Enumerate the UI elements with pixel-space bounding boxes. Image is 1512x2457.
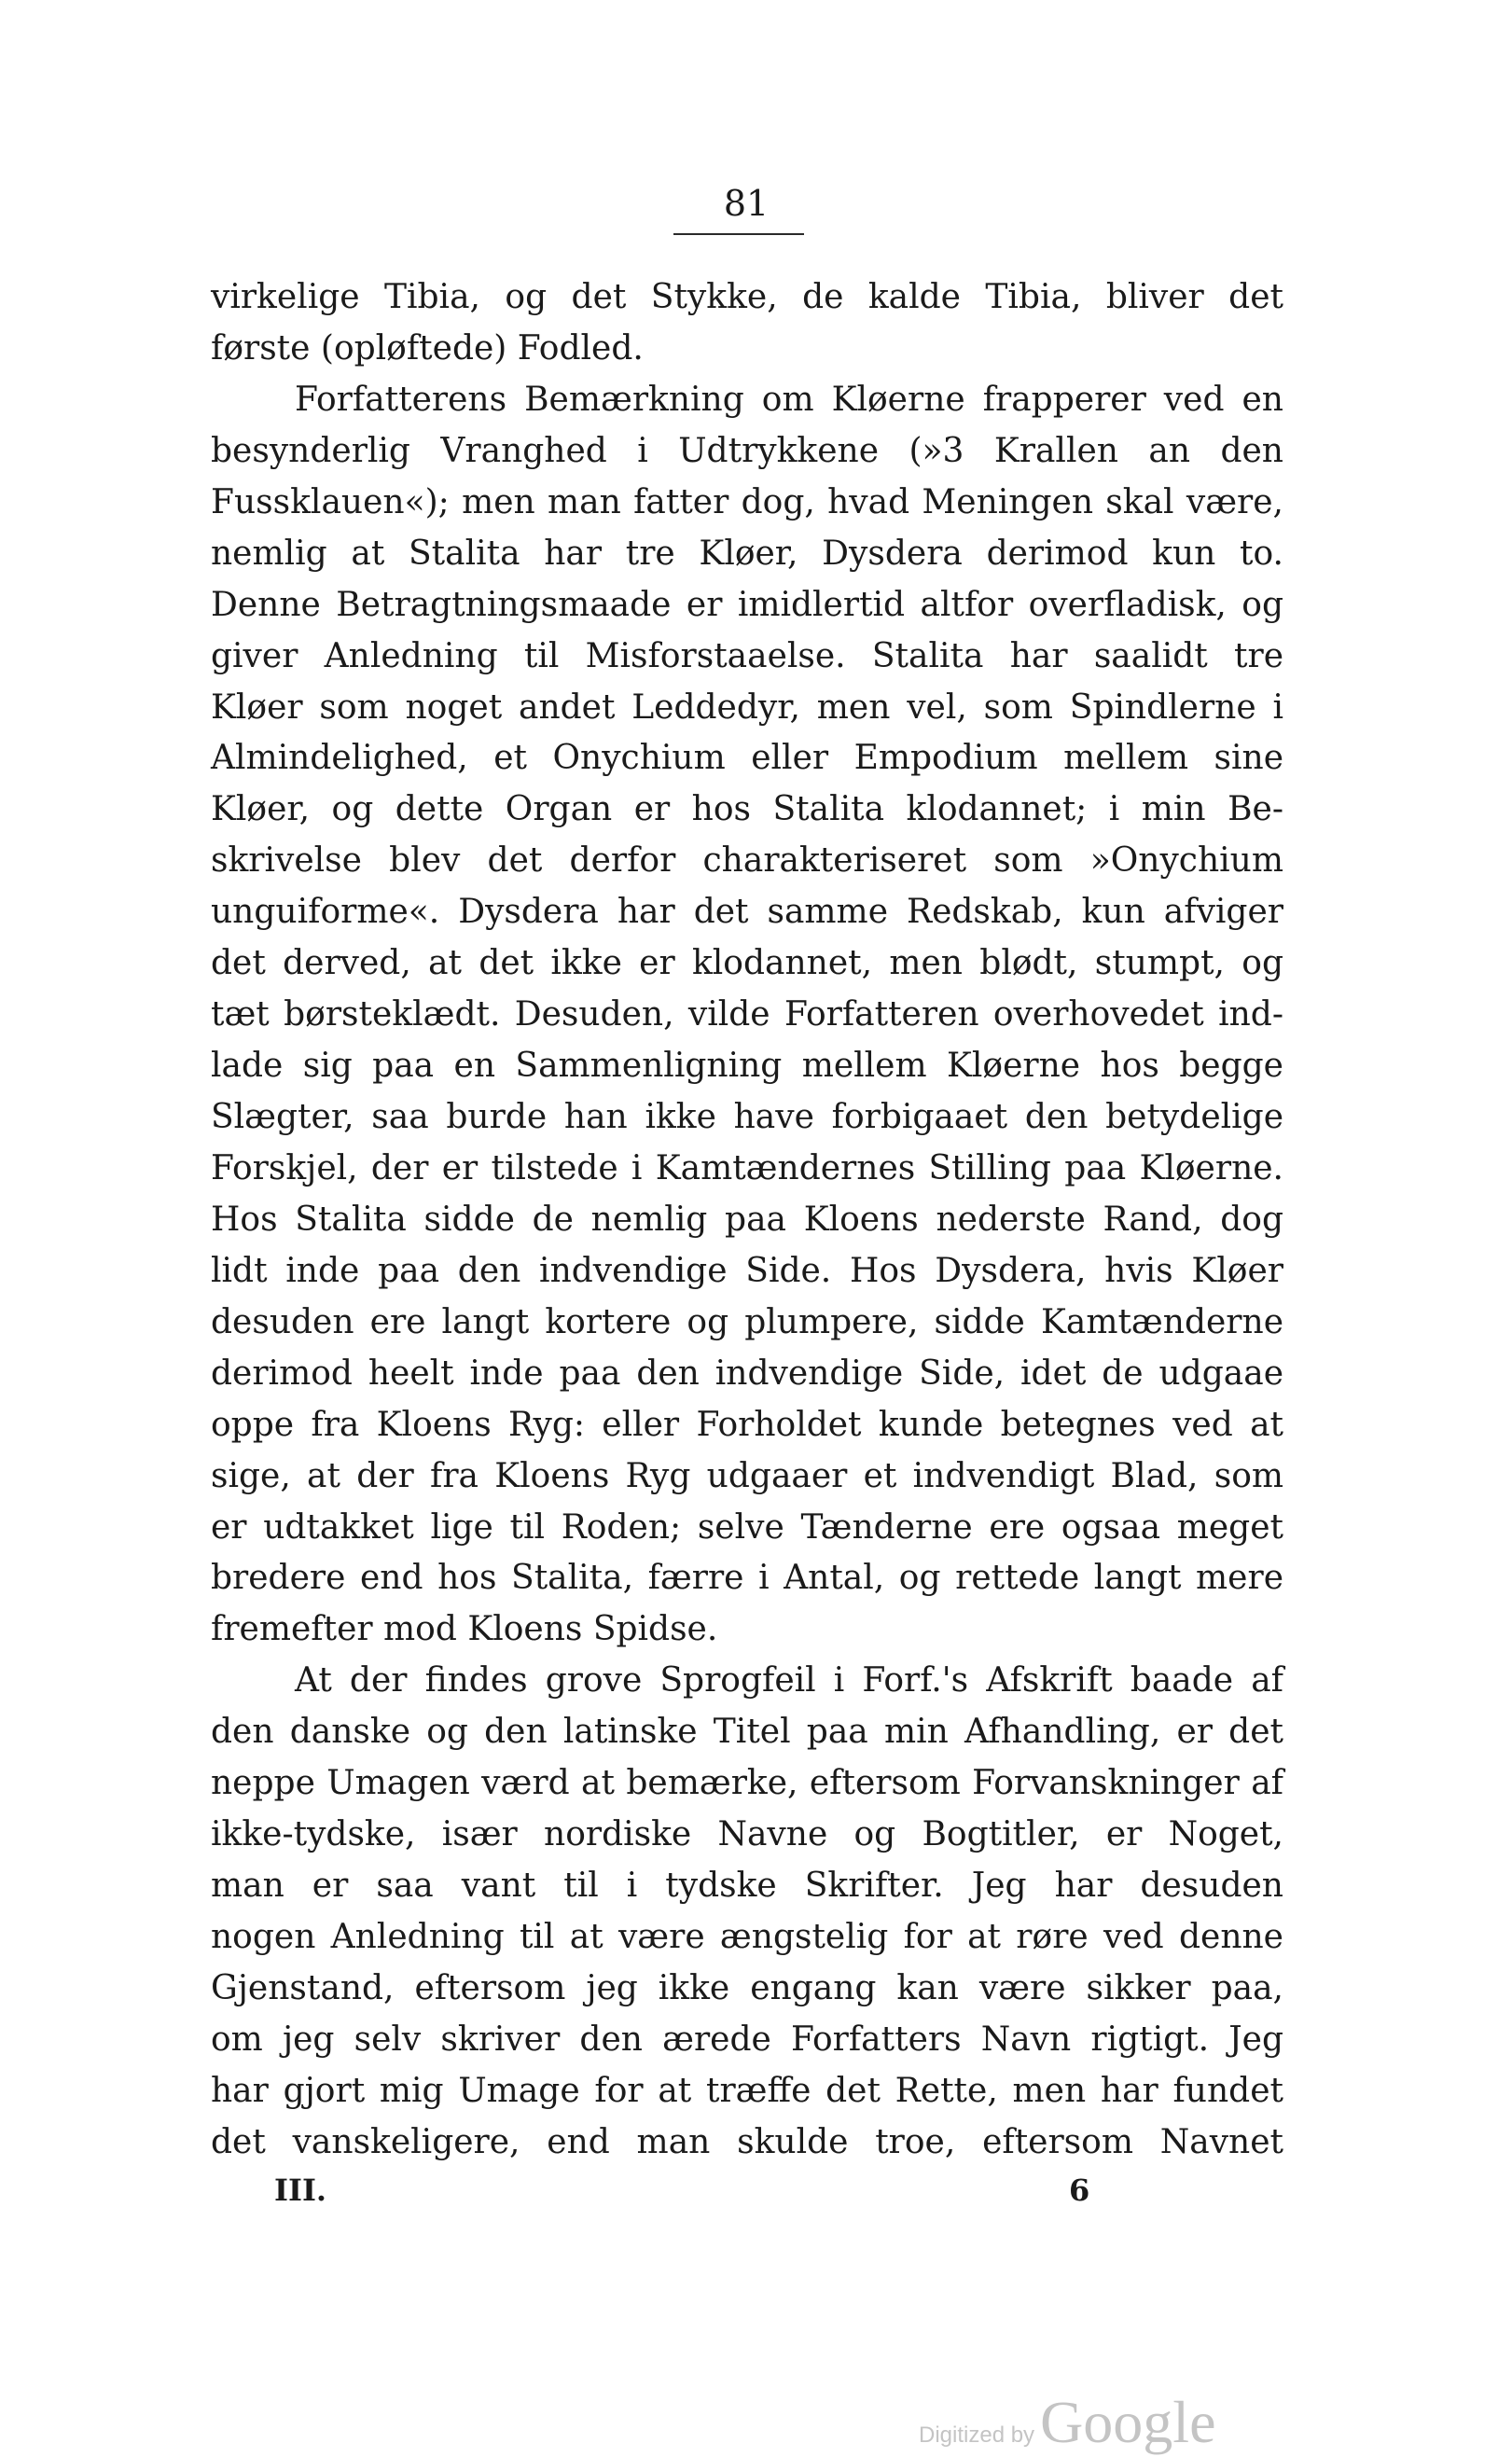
text-line: besynderlig Vranghed i Udtrykkene (»3 Krallen an den <box>211 431 1283 470</box>
body-text <box>211 272 1283 2169</box>
text-line: virkelige Tibia, og det Stykke, de kalde Tibia, bliver det <box>211 278 1283 316</box>
text-line: sige, at der fra Kloens Ryg udgaaer et indvendigt Blad, som <box>211 1456 1283 1495</box>
text-line: første (opløftede) Fodled. <box>211 328 644 368</box>
text-line: man er saa vant til i tydske Skrifter. Jeg har desuden <box>211 1867 1283 1906</box>
text-line: nogen Anledning til at være ængstelig for at røre ved denne <box>211 1918 1283 1956</box>
text-line: skrivelse blev det derfor charakteriseret som »Onychium <box>211 841 1283 881</box>
text-line: fremefter mod Kloens Spidse. <box>211 1610 718 1649</box>
signature-sheet: 6 <box>1069 2172 1090 2208</box>
text-line: den danske og den latinske Titel paa min Afhandling, er det <box>211 1713 1283 1752</box>
text-line: er udtakket lige til Roden; selve Tænderne ere ogsaa meget <box>211 1507 1283 1547</box>
text-line: giver Anledning til Misforstaaelse. Stalita har saalidt tre <box>211 636 1283 675</box>
text-line: Forskjel, der er tilstede i Kamtændernes Stilling paa Kløerne. <box>211 1148 1283 1187</box>
page-number-rule <box>673 233 804 235</box>
google-logo: Google <box>1040 2389 1216 2455</box>
text-line: Kløer som noget andet Leddedyr, men vel, som Spindlerne i <box>211 687 1283 727</box>
text-line: oppe fra Kloens Ryg: eller Forholdet kunde betegnes ved at <box>211 1405 1283 1444</box>
text-line: Almindelighed, et Onychium eller Empodium mellem sine <box>211 739 1283 778</box>
printer-signature <box>211 2169 1283 2212</box>
text-line: neppe Umagen værd at bemærke, eftersom Forvanskninger af <box>211 1764 1283 1803</box>
text-line: om jeg selv skriver den ærede Forfatters Navn rigtigt. Jeg <box>211 2020 1283 2059</box>
text-line: nemlig at Stalita har tre Kløer, Dysdera derimod kun to. <box>211 534 1283 573</box>
text-line: lade sig paa en Sammenligning mellem Kløerne hos begge <box>211 1047 1283 1086</box>
text-line: Denne Betragtningsmaade er imidlertid altfor overfladisk, og <box>211 585 1283 624</box>
text-line: bredere end hos Stalita, færre i Antal, og rettede langt mere <box>211 1559 1283 1598</box>
text-line: Kløer, og dette Organ er hos Stalita klodannet; i min Be- <box>211 790 1283 829</box>
text-line: tæt børsteklædt. Desuden, vilde Forfatteren overhovedet ind- <box>211 995 1283 1034</box>
text-line: det vanskeligere, end man skulde troe, eftersom Navnet <box>211 2122 1283 2161</box>
signature-volume: III. <box>274 2172 327 2208</box>
text-line: det derved, at det ikke er klodannet, men blødt, stumpt, og <box>211 944 1283 983</box>
watermark-prefix: Digitized by <box>919 2422 1035 2448</box>
page-number: 81 <box>723 183 770 224</box>
text-line: Gjenstand, eftersom jeg ikke engang kan være sikker paa, <box>211 1968 1283 2007</box>
text-line: unguiforme«. Dysdera har det samme Redskab, kun afviger <box>211 893 1283 932</box>
text-line: Hos Stalita sidde de nemlig paa Kloens nederste Rand, dog <box>211 1200 1283 1239</box>
text-line: derimod heelt inde paa den indvendige Side, idet de udgaae <box>211 1353 1283 1393</box>
text-line: Slægter, saa burde han ikke have forbigaaet den betydelige <box>211 1098 1283 1136</box>
text-line: At der findes grove Sprogfeil i Forf.'s Afskrift baade af <box>295 1661 1283 1700</box>
text-line: har gjort mig Umage for at træffe det Rette, men har fundet <box>211 2071 1283 2110</box>
text-line: ikke-tydske, især nordiske Navne og Bogtitler, er Noget, <box>211 1815 1283 1854</box>
text-line: Forfatterens Bemærkning om Kløerne frapperer ved en <box>295 380 1283 419</box>
text-line: Fussklauen«); men man fatter dog, hvad Meningen skal være, <box>211 482 1283 521</box>
text-line: lidt inde paa den indvendige Side. Hos Dysdera, hvis Kløer <box>211 1251 1283 1290</box>
text-line: desuden ere langt kortere og plumpere, sidde Kamtænderne <box>211 1302 1283 1341</box>
digitized-watermark <box>919 2388 1215 2453</box>
